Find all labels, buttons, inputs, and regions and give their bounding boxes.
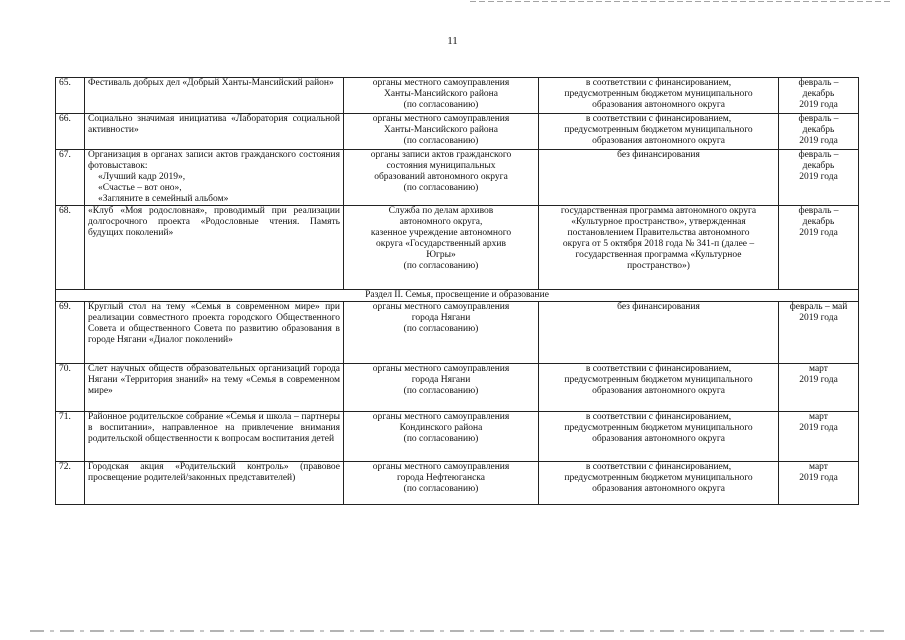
funding-source-line: «Культурное пространство», утвержденная [571, 217, 746, 227]
event-period-line: февраль – [798, 114, 839, 124]
funding-source-line: в соответствии с финансированием, [585, 364, 732, 374]
responsible-org-line: органы местного самоуправления [372, 364, 510, 374]
responsible-org-line: (по согласованию) [403, 386, 479, 396]
section-title: Раздел II. Семья, просвещение и образование [56, 290, 859, 302]
funding-source [539, 412, 779, 462]
funding-source [539, 114, 779, 150]
responsible-org-line: органы местного самоуправления [372, 462, 510, 472]
event-period-line: 2019 года [799, 313, 838, 323]
responsible-org-line: (по согласованию) [403, 484, 479, 494]
funding-source-line: в соответствии с финансированием, [585, 114, 732, 124]
table-row [56, 302, 859, 364]
event-period-line: 2019 года [799, 473, 838, 483]
funding-source-line: пространство») [627, 261, 690, 271]
funding-source-line: образования автономного округа [592, 100, 725, 110]
funding-source-line: предусмотренным бюджетом муниципального [564, 375, 753, 385]
event-period [779, 206, 859, 290]
event-name [85, 206, 344, 290]
event-name [85, 302, 344, 364]
responsible-org-line: Кондинского района [399, 423, 483, 433]
funding-source-line: образования автономного округа [592, 434, 725, 444]
responsible-org [344, 412, 539, 462]
responsible-org-line: органы местного самоуправления [372, 302, 510, 312]
event-name-line: «Загляните в семейный альбом» [98, 194, 229, 204]
event-period-line: февраль – май [789, 302, 848, 312]
event-period [779, 78, 859, 114]
funding-source [539, 206, 779, 290]
responsible-org-line: (по согласованию) [403, 324, 479, 334]
event-name-line: Слет научных обществ образовательных организаций города Нягани «Территория знаний» на тему «Семья в современном мире» [88, 364, 340, 396]
event-period-line: декабрь [802, 217, 835, 227]
responsible-org-line: (по согласованию) [403, 136, 479, 146]
responsible-org-line: Югры» [426, 250, 456, 260]
responsible-org-line: города Нягани [411, 313, 471, 323]
event-period-line: декабрь [802, 161, 835, 171]
funding-source-line: государственная программа «Культурное [575, 250, 742, 260]
event-period-line: февраль – [798, 78, 839, 88]
funding-source-line: образования автономного округа [592, 136, 725, 146]
event-name-line: Организация в органах записи актов гражданского состояния фотовыставок: [88, 150, 340, 171]
event-period-line: 2019 года [799, 423, 838, 433]
responsible-org-line: города Нефтеюганска [397, 473, 485, 483]
responsible-org-line: города Нягани [411, 375, 471, 385]
table-row [56, 412, 859, 462]
responsible-org-line: образований автономного округа [374, 172, 508, 182]
event-period [779, 302, 859, 364]
event-name [85, 150, 344, 206]
event-name-line: Социально значимая инициатива «Лаборатория социальной активности» [88, 114, 340, 135]
row-number: 67. [56, 150, 85, 206]
scan-edge-top [470, 1, 890, 2]
row-number: 65. [56, 78, 85, 114]
responsible-org [344, 302, 539, 364]
events-table [55, 77, 859, 505]
event-name [85, 462, 344, 505]
responsible-org-line: (по согласованию) [403, 183, 479, 193]
responsible-org [344, 206, 539, 290]
event-period [779, 364, 859, 412]
event-period-line: 2019 года [799, 375, 838, 385]
funding-source-line: образования автономного округа [592, 386, 725, 396]
event-period [779, 114, 859, 150]
table-row [56, 206, 859, 290]
row-number: 71. [56, 412, 85, 462]
event-name-line: Районное родительское собрание «Семья и школа – партнеры в воспитании», направленное на привлечение внимания родительской общественности к вопросам воспитания детей [88, 412, 340, 444]
event-name [85, 364, 344, 412]
responsible-org-line: (по согласованию) [403, 100, 479, 110]
table-row [56, 114, 859, 150]
responsible-org-line: округа «Государственный архив [376, 239, 506, 249]
event-period [779, 462, 859, 505]
funding-source-line: постановлением Правительства автономного [567, 228, 750, 238]
event-period-line: март [809, 412, 828, 422]
event-period-line: 2019 года [799, 172, 838, 182]
event-name-line: «Лучший кадр 2019», [98, 172, 186, 182]
table-body-section-2 [56, 302, 859, 505]
event-name-line: Круглый стол на тему «Семья в современном мире» при реализации совместного проекта городского Общественного Совета и общественного Совета по развитию образования в городе Нягани «Диалог поколений» [88, 302, 340, 345]
event-period [779, 412, 859, 462]
event-period-line: март [809, 462, 828, 472]
section-header-row-group [56, 290, 859, 302]
funding-source-line: образования автономного округа [592, 484, 725, 494]
funding-source-line: предусмотренным бюджетом муниципального [564, 423, 753, 433]
responsible-org-line: (по согласованию) [403, 261, 479, 271]
funding-source-line: без финансирования [617, 302, 700, 312]
row-number: 72. [56, 462, 85, 505]
event-period-line: декабрь [802, 89, 835, 99]
table-body-section-1 [56, 78, 859, 290]
table-row [56, 78, 859, 114]
responsible-org [344, 114, 539, 150]
responsible-org-line: органы местного самоуправления [372, 412, 510, 422]
section-header-row [56, 290, 859, 302]
event-name-line: «Счастье – вот оно», [98, 183, 182, 193]
table-row [56, 462, 859, 505]
event-period-line: 2019 года [799, 228, 838, 238]
scan-edge-bottom [30, 630, 890, 632]
event-period-line: февраль – [798, 150, 839, 160]
responsible-org-line: органы местного самоуправления [372, 78, 510, 88]
event-name [85, 412, 344, 462]
event-name [85, 78, 344, 114]
table-row [56, 150, 859, 206]
responsible-org-line: Служба по делам архивов [388, 206, 494, 216]
event-name-line: Фестиваль добрых дел «Добрый Ханты-Мансийский район» [88, 78, 334, 88]
responsible-org-line: состояния муниципальных [386, 161, 496, 171]
row-number: 70. [56, 364, 85, 412]
funding-source-line: в соответствии с финансированием, [585, 462, 732, 472]
responsible-org [344, 462, 539, 505]
funding-source [539, 364, 779, 412]
funding-source [539, 78, 779, 114]
funding-source [539, 302, 779, 364]
event-name [85, 114, 344, 150]
event-name-line: Городская акция «Родительский контроль» (правовое просвещение родителей/законных представителей) [88, 462, 340, 483]
responsible-org-line: органы записи актов гражданского [370, 150, 512, 160]
responsible-org-line: автономного округа, [399, 217, 483, 227]
funding-source-line: предусмотренным бюджетом муниципального [564, 89, 753, 99]
page-number: 11 [447, 35, 458, 47]
funding-source-line: предусмотренным бюджетом муниципального [564, 473, 753, 483]
event-name-line: «Клуб «Моя родословная», проводимый при реализации долгосрочного проекта «Родословные чтения. Память будущих поколений» [88, 206, 340, 238]
responsible-org [344, 364, 539, 412]
responsible-org [344, 150, 539, 206]
funding-source [539, 150, 779, 206]
responsible-org-line: Ханты-Мансийского района [384, 125, 498, 135]
row-number: 68. [56, 206, 85, 290]
responsible-org-line: казенное учреждение автономного [370, 228, 512, 238]
responsible-org-line: органы местного самоуправления [372, 114, 510, 124]
funding-source-line: предусмотренным бюджетом муниципального [564, 125, 753, 135]
funding-source-line: без финансирования [617, 150, 700, 160]
event-period-line: март [809, 364, 828, 374]
funding-source-line: округа от 5 октября 2018 года № 341-п (далее – [562, 239, 755, 249]
funding-source-line: государственная программа автономного округа [560, 206, 757, 216]
event-period-line: февраль – [798, 206, 839, 216]
funding-source [539, 462, 779, 505]
event-period-line: 2019 года [799, 136, 838, 146]
row-number: 66. [56, 114, 85, 150]
responsible-org-line: (по согласованию) [403, 434, 479, 444]
event-period-line: 2019 года [799, 100, 838, 110]
responsible-org-line: Ханты-Мансийского района [384, 89, 498, 99]
row-number: 69. [56, 302, 85, 364]
responsible-org [344, 78, 539, 114]
funding-source-line: в соответствии с финансированием, [585, 78, 732, 88]
funding-source-line: в соответствии с финансированием, [585, 412, 732, 422]
event-period [779, 150, 859, 206]
event-period-line: декабрь [802, 125, 835, 135]
table-row [56, 364, 859, 412]
